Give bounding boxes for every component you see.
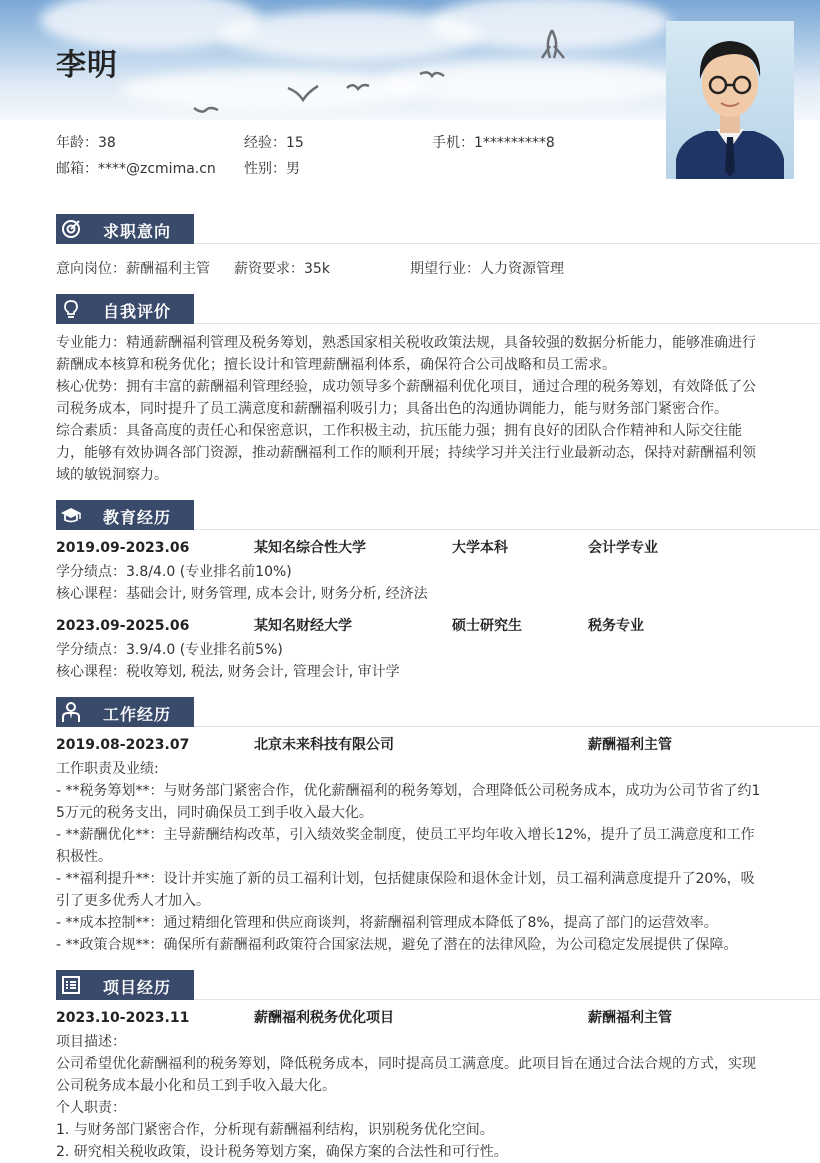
self-eval-line: 核心优势：拥有丰富的薪酬福利管理经验，成功领导多个薪酬福利优化项目，通过合理的税务筹划，有效降低了公	[56, 379, 756, 395]
education-courses: 核心课程：基础会计, 财务管理, 成本会计, 财务分析, 经济法	[56, 586, 428, 602]
education-major: 税务专业	[588, 618, 644, 634]
section-header-self	[56, 294, 194, 324]
education-major: 会计学专业	[588, 540, 658, 556]
education-entry-header	[56, 615, 768, 637]
work-entry-header	[56, 734, 768, 756]
intent-industry: 期望行业：人力资源管理	[410, 261, 564, 277]
self-eval-line: 综合素质：具备高度的责任心和保密意识，工作积极主动，抗压能力强；拥有良好的团队合作精神和人际交往能	[56, 423, 742, 439]
gender-info: 性别：男	[244, 161, 300, 177]
self-eval-line: 专业能力：精通薪酬福利管理及税务筹划，熟悉国家相关税收政策法规，具备较强的数据分析能力，能够准确进行	[56, 335, 756, 351]
education-entry-header	[56, 537, 768, 559]
education-detail	[56, 639, 768, 683]
work-line: - **福利提升**：设计并实施了新的员工福利计划，包括健康保险和退休金计划，员工福利满意度提升了20%，吸	[56, 871, 755, 887]
education-degree: 大学本科	[452, 540, 508, 556]
work-line: - **税务筹划**：与财务部门紧密合作，优化薪酬福利的税务筹划，合理降低公司税务成本，成功为公司节省了约1	[56, 783, 761, 799]
section-title: 自我评价	[103, 302, 172, 321]
work-line: - **成本控制**：通过精细化管理和供应商谈判，将薪酬福利管理成本降低了8%，提高了部门的运营效率。	[56, 915, 718, 931]
education-courses: 核心课程：税收筹划, 税法, 财务会计, 管理会计, 审计学	[56, 664, 400, 680]
section-title: 求职意向	[103, 222, 172, 241]
project-line: 个人职责：	[56, 1100, 126, 1116]
work-line: 积极性。	[56, 849, 112, 865]
candidate-name: 李明	[56, 48, 118, 83]
phone-info: 手机：1*********8	[432, 135, 555, 151]
experience-info: 经验：15	[244, 135, 304, 151]
work-period: 2019.08-2023.07	[56, 737, 190, 753]
target-icon	[60, 218, 82, 240]
self-eval-line: 薪酬成本核算和税务优化；擅长设计和管理薪酬福利体系，确保符合公司战略和员工需求。	[56, 357, 616, 373]
work-description	[56, 758, 768, 956]
intent-position: 意向岗位：薪酬福利主管	[56, 261, 210, 277]
lightbulb-icon	[60, 298, 82, 320]
bird-icon	[538, 28, 568, 62]
education-school: 某知名综合性大学	[254, 540, 366, 556]
project-entry-header	[56, 1007, 768, 1029]
project-period: 2023.10-2023.11	[56, 1010, 190, 1026]
self-eval-line: 力，能够有效协调各部门资源，推动薪酬福利工作的顺利开展；持续学习并关注行业最新动态，保持对薪酬福利领	[56, 445, 756, 461]
education-period: 2023.09-2025.06	[56, 618, 190, 634]
work-line: 5万元的税务支出，同时确保员工到手收入最大化。	[56, 805, 373, 821]
email-info: 邮箱：****@zcmima.cn	[56, 161, 216, 177]
person-icon	[60, 701, 82, 723]
graduation-cap-icon	[60, 504, 82, 526]
section-header-education	[56, 500, 194, 530]
list-icon	[60, 974, 82, 996]
bird-icon	[345, 80, 371, 96]
avatar	[666, 21, 794, 179]
bird-icon	[418, 68, 446, 84]
education-school: 某知名财经大学	[254, 618, 352, 634]
bird-icon	[286, 84, 320, 104]
project-line: 2. 研究相关税收政策，设计税务筹划方案，确保方案的合法性和可行性。	[56, 1144, 508, 1160]
education-gpa: 学分绩点：3.8/4.0 (专业排名前10%)	[56, 564, 292, 580]
work-company: 北京未来科技有限公司	[254, 737, 394, 753]
work-line: 引了更多优秀人才加入。	[56, 893, 210, 909]
section-title: 项目经历	[103, 978, 172, 997]
project-line: 1. 与财务部门紧密合作，分析现有薪酬福利结构，识别税务优化空间。	[56, 1122, 494, 1138]
bird-icon	[192, 104, 220, 116]
education-degree: 硕士研究生	[452, 618, 522, 634]
work-line: - **政策合规**：确保所有薪酬福利政策符合国家法规，避免了潜在的法律风险，为公司稳定发展提供了保障。	[56, 937, 738, 953]
project-role: 薪酬福利主管	[588, 1010, 672, 1026]
work-line: 工作职责及业绩:	[56, 761, 159, 777]
work-role: 薪酬福利主管	[588, 737, 672, 753]
project-line: 项目描述：	[56, 1034, 126, 1050]
project-description	[56, 1031, 768, 1163]
project-name: 薪酬福利税务优化项目	[254, 1010, 394, 1026]
education-period: 2019.09-2023.06	[56, 540, 190, 556]
section-header-project	[56, 970, 194, 1000]
project-line: 公司希望优化薪酬福利的税务筹划，降低税务成本，同时提高员工满意度。此项目旨在通过合法合规的方式，实现	[56, 1056, 756, 1072]
section-header-intent	[56, 214, 194, 244]
self-eval-text	[56, 332, 768, 486]
self-eval-line: 司税务成本，同时提升了员工满意度和薪酬福利吸引力；具备出色的沟通协调能力，能与财务部门紧密合作。	[56, 401, 728, 417]
section-title: 工作经历	[103, 705, 172, 724]
self-eval-line: 域的敏锐洞察力。	[56, 467, 168, 483]
intent-salary: 薪资要求：35k	[234, 261, 330, 277]
section-title: 教育经历	[103, 508, 172, 527]
section-header-work	[56, 697, 194, 727]
education-gpa: 学分绩点：3.9/4.0 (专业排名前5%)	[56, 642, 283, 658]
project-line: 公司税务成本最小化和员工到手收入最大化。	[56, 1078, 336, 1094]
age-info: 年龄：38	[56, 135, 116, 151]
education-detail	[56, 561, 768, 605]
work-line: - **薪酬优化**：主导薪酬结构改革，引入绩效奖金制度，使员工平均年收入增长12%，提升了员工满意度和工作	[56, 827, 755, 843]
